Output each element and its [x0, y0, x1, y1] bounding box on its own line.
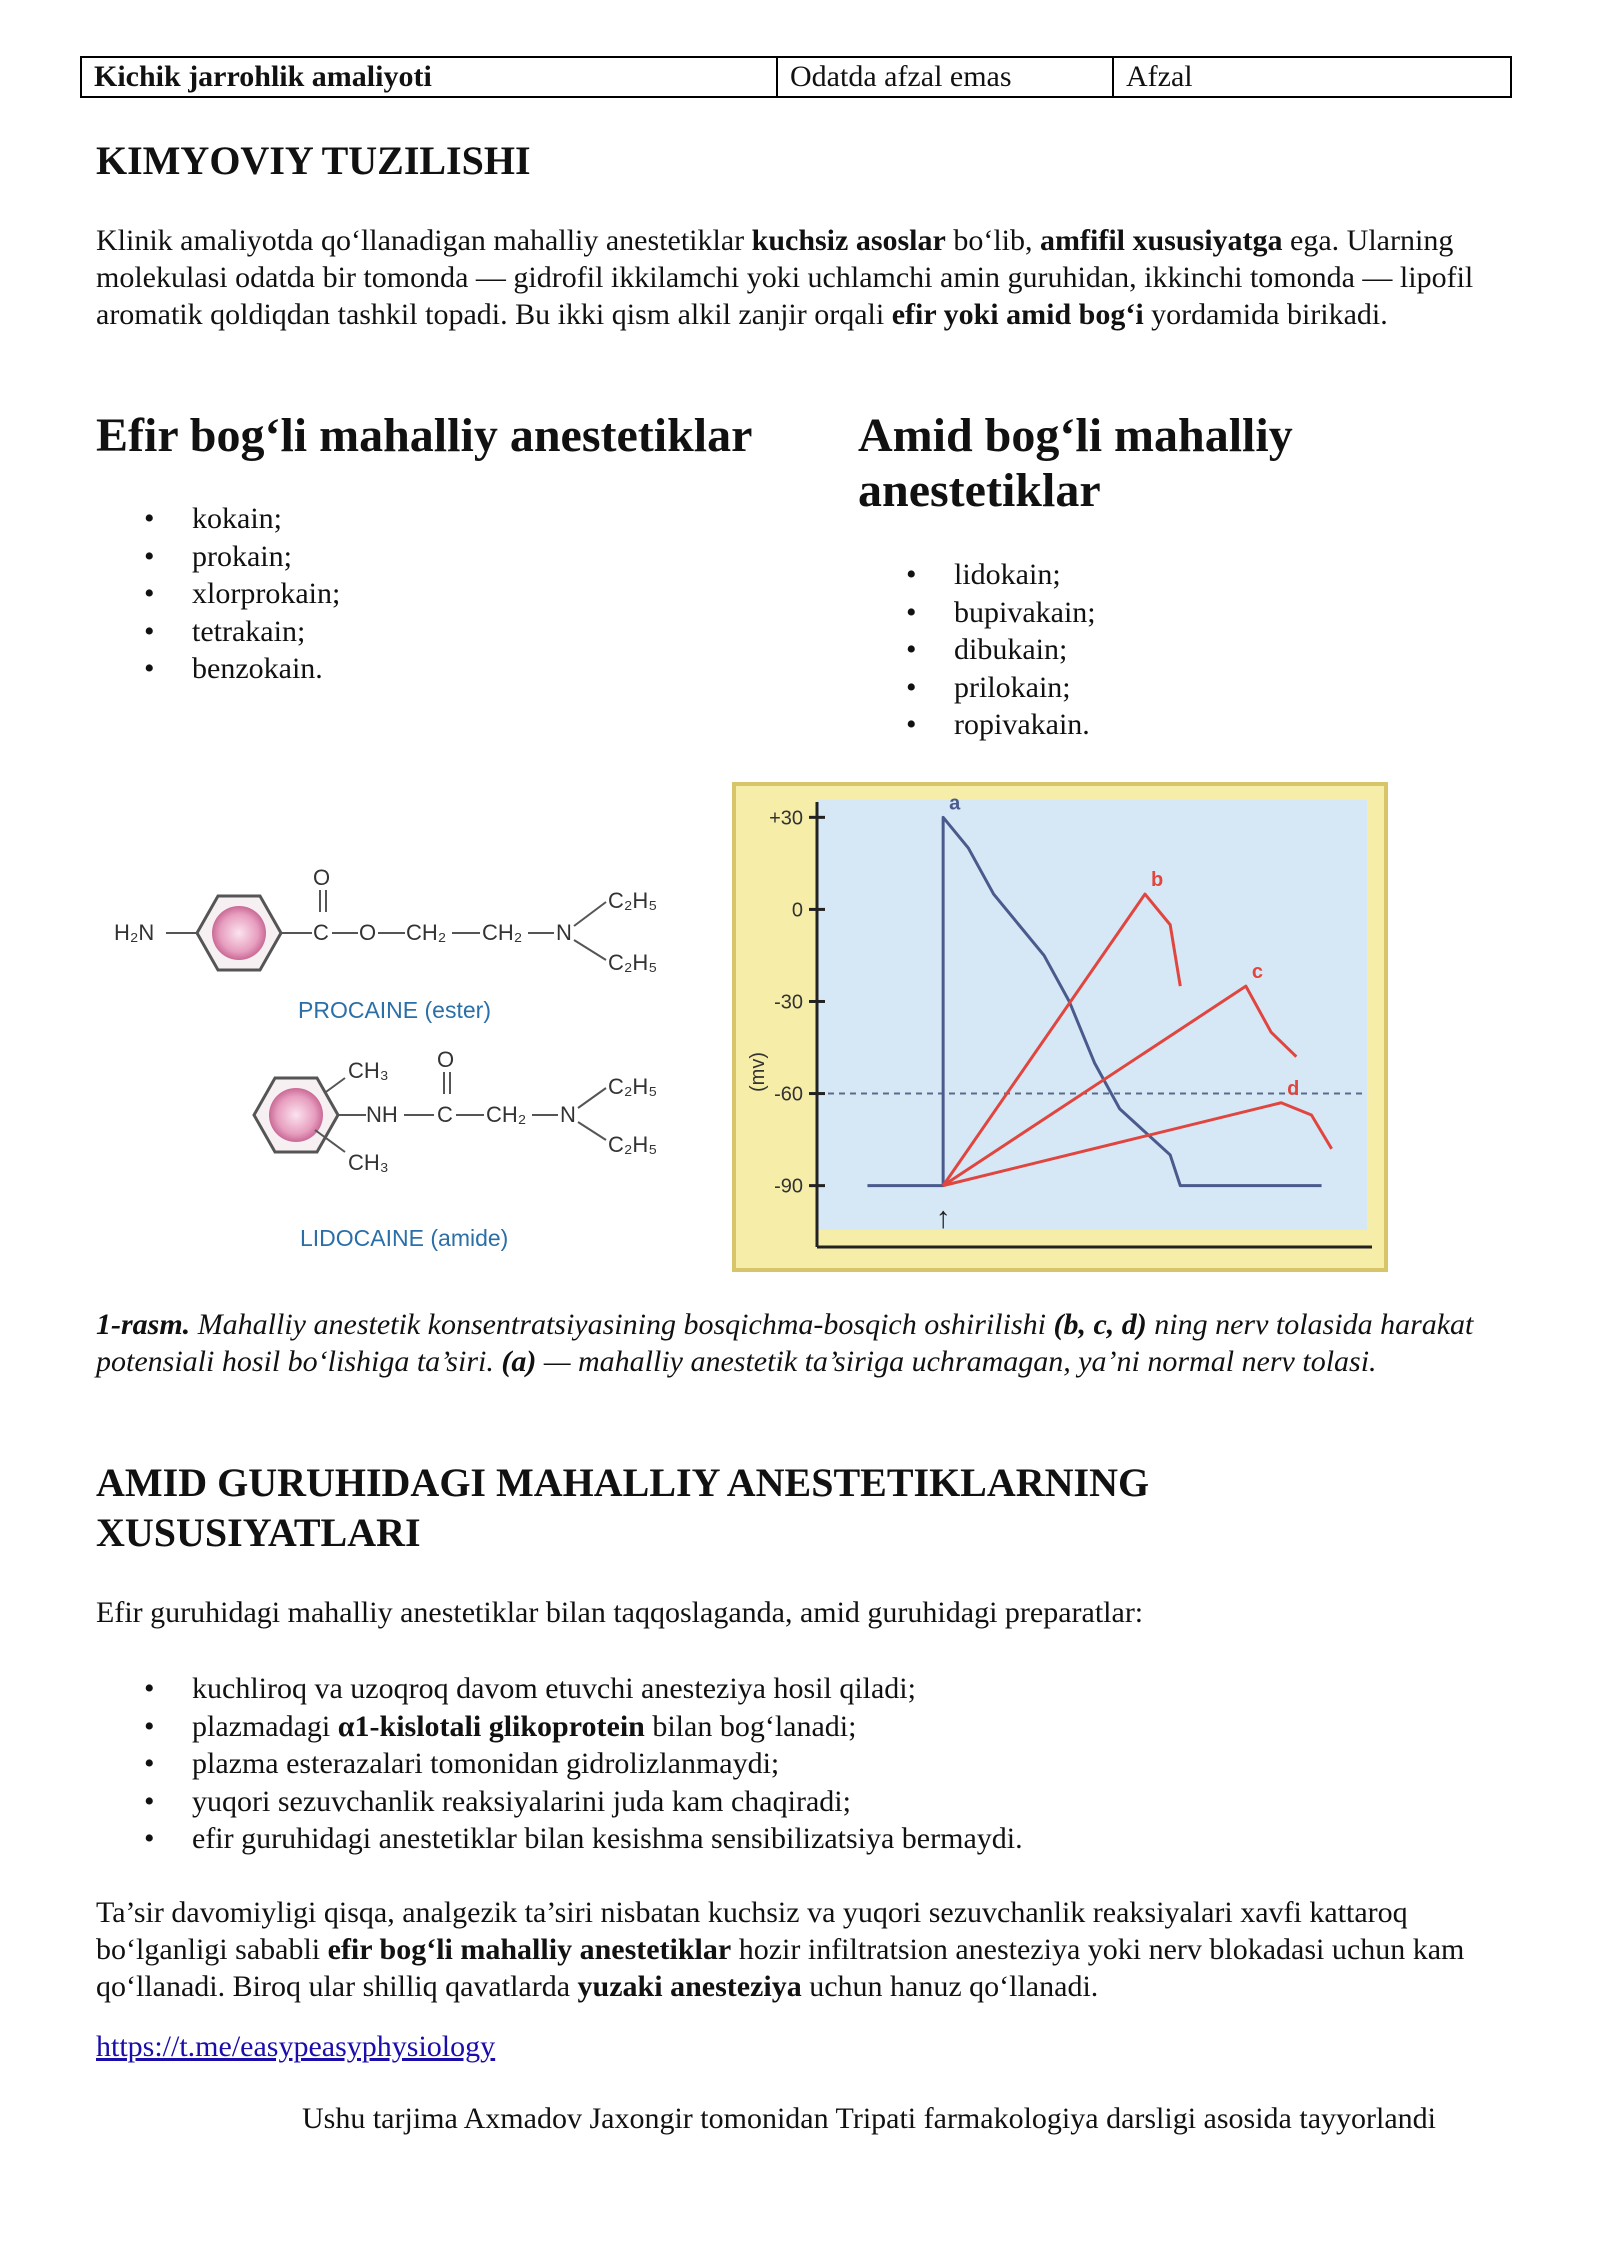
ch2-label: CH₂	[482, 920, 523, 945]
caption-bold-bcd: (b, c, d)	[1053, 1308, 1147, 1341]
section-title-line2: XUSUSIYATLARI	[96, 1510, 421, 1555]
table-cell-procedure: Kichik jarrohlik amaliyoti	[81, 57, 777, 97]
y-tick-label: 0	[791, 899, 803, 922]
paragraph-text: uchun hanuz qo‘llanadi.	[801, 1970, 1099, 2003]
caption-text: ning nerv tolasida harakat potensiali hosil bo‘lishiga ta’siri.	[96, 1308, 1474, 1378]
caption-bold-a: (a)	[501, 1345, 537, 1378]
n-label: N	[560, 1102, 576, 1127]
bold-glycoprotein: α1-kislotali glikoprotein	[337, 1709, 645, 1743]
caption-text: Mahalliy anestetik konsentratsiyasining bosqichma-bosqich oshirilishi	[190, 1308, 1054, 1341]
procaine-label: PROCAINE (ester)	[298, 997, 491, 1023]
section-title-line1: AMID GURUHIDAGI MAHALLIY ANESTETIKLARNING	[96, 1460, 1150, 1505]
series-label-c: c	[1251, 961, 1263, 984]
carbonyl-o-label: O	[313, 865, 331, 890]
list-item: • xlorprokain;	[192, 575, 340, 613]
lidocaine-structure	[254, 1047, 657, 1251]
carbonyl-c-label: C	[437, 1102, 453, 1127]
bold-amphiphilic: amfifil xususiyatga	[1040, 224, 1283, 257]
list-item-text: plazmadagi	[192, 1709, 338, 1743]
amide-intro-paragraph: Efir guruhidagi mahalliy anestetiklar bilan taqqoslaganda, amid guruhidagi preparatlar:	[96, 1596, 1144, 1629]
ch2-label: CH₂	[406, 920, 447, 945]
stimulus-arrow-icon: ↑	[935, 1201, 951, 1235]
amide-properties-list	[192, 1670, 1023, 1858]
ch2-label: CH₂	[486, 1102, 527, 1127]
section-title-amide-properties	[96, 1458, 1149, 1558]
figure-caption	[96, 1306, 1536, 1380]
y-tick-label: -60	[774, 1083, 803, 1106]
y-tick-label: -30	[774, 991, 803, 1014]
paragraph-text: Klinik amaliyotda qo‘llanadigan mahalliy anestetiklar	[96, 224, 752, 257]
amide-heading-line2: anestetiklar	[858, 464, 1101, 517]
series-label-d: d	[1287, 1077, 1300, 1100]
list-item: • kuchliroq va uzoqroq davom etuvchi anesteziya hosil qiladi;	[192, 1670, 1023, 1708]
methyl-label: CH₃	[348, 1150, 389, 1175]
list-item: • bupivakain;	[954, 594, 1096, 632]
list-item: • plazma esterazalari tomonidan gidrolizlanmaydi;	[192, 1745, 1023, 1783]
list-item	[192, 1708, 1023, 1746]
closing-paragraph	[96, 1894, 1526, 2005]
chemical-structure-paragraph	[96, 222, 1516, 333]
plot-area	[817, 800, 1367, 1230]
amide-list	[954, 556, 1096, 744]
h2n-label: H₂N	[114, 920, 155, 945]
section-title-chemical-structure: KIMYOVIY TUZILISHI	[96, 138, 531, 183]
list-item: • lidokain;	[954, 556, 1096, 594]
y-tick-label: -90	[774, 1175, 803, 1198]
carbonyl-o-label: O	[437, 1047, 455, 1072]
aromatic-circle-icon	[212, 906, 266, 960]
list-item: • benzokain.	[192, 650, 340, 688]
methyl-label: CH₃	[348, 1058, 389, 1083]
list-item: • efir guruhidagi anestetiklar bilan kesishma sensibilizatsiya bermaydi.	[192, 1820, 1023, 1858]
list-item: • kokain;	[192, 500, 340, 538]
action-potential-chart	[732, 782, 1388, 1272]
caption-label: 1-rasm.	[96, 1308, 191, 1341]
bold-ester-amide-bond: efir yoki amid bog‘i	[891, 298, 1144, 331]
ethyl-label: C₂H₅	[608, 1132, 658, 1157]
y-axis-label: (mv)	[747, 1052, 769, 1092]
list-item: • dibukain;	[954, 631, 1096, 669]
n-label: N	[556, 920, 572, 945]
bold-weak-bases: kuchsiz asoslar	[751, 224, 946, 257]
telegram-link[interactable]: https://t.me/easypeasyphysiology	[96, 2030, 496, 2063]
amide-heading	[858, 408, 1293, 518]
aromatic-circle-icon	[269, 1088, 323, 1142]
list-item: • yuqori sezuvchanlik reaksiyalarini juda kam chaqiradi;	[192, 1783, 1023, 1821]
procaine-structure	[114, 865, 657, 1023]
caption-text: — mahalliy anestetik ta’siriga uchramagan, ya’ni normal nerv tolasi.	[536, 1345, 1377, 1378]
table-cell-not-preferred: Odatda afzal emas	[777, 57, 1113, 97]
y-tick-label: +30	[769, 807, 803, 830]
table-row	[81, 57, 1511, 97]
bold-ester-anesthetics: efir bog‘li mahalliy anestetiklar	[327, 1933, 732, 1966]
paragraph-text: hozir infiltratsion anesteziya yoki nerv blokadasi uchun kam qo‘llanadi. Biroq ular shilliq qavatlarda	[96, 1933, 1465, 2003]
list-item: • prilokain;	[954, 669, 1096, 707]
nh-label: NH	[366, 1102, 398, 1127]
ethyl-label: C₂H₅	[608, 950, 658, 975]
bold-surface-anesthesia: yuzaki anesteziya	[577, 1970, 802, 2003]
paragraph-text: Ta’sir davomiyligi qisqa, analgezik ta’siri nisbatan kuchsiz va yuqori sezuvchanlik reaksiyalari xavfi kattaroq bo‘lganligi sababli	[96, 1896, 1408, 1966]
footer-credit: Ushu tarjima Axmadov Jaxongir tomonidan Tripati farmakologiya darsligi asosida tayyorlandi	[302, 2102, 1436, 2135]
list-item: • prokain;	[192, 538, 340, 576]
ester-heading: Efir bog‘li mahalliy anestetiklar	[96, 409, 753, 462]
ethyl-label: C₂H₅	[608, 888, 658, 913]
lidocaine-label: LIDOCAINE (amide)	[300, 1225, 509, 1251]
series-label-b: b	[1150, 869, 1164, 892]
ester-o-label: O	[359, 920, 377, 945]
header-table	[80, 56, 1512, 98]
list-item: • tetrakain;	[192, 613, 340, 651]
ethyl-label: C₂H₅	[608, 1074, 658, 1099]
paragraph-text: ega. Ularning molekulasi odatda bir tomonda — gidrofil ikkilamchi yoki uchlamchi amin guruhidan, ikkinchi tomonda — lipofil aromatik qoldiqdan tashkil topadi. Bu ikki qism alkil zanjir orqali	[96, 224, 1474, 331]
series-label-a: a	[949, 792, 961, 815]
list-item-text: bilan bog‘lanadi;	[644, 1709, 857, 1743]
table-cell-preferred: Afzal	[1113, 57, 1511, 97]
carbonyl-c-label: C	[313, 920, 329, 945]
ester-list	[192, 500, 340, 688]
amide-heading-line1: Amid bog‘li mahalliy	[858, 409, 1293, 462]
paragraph-text: yordamida birikadi.	[1143, 298, 1388, 331]
list-item: • ropivakain.	[954, 706, 1096, 744]
paragraph-text: bo‘lib,	[945, 224, 1041, 257]
chemical-structures-figure	[100, 840, 700, 1260]
